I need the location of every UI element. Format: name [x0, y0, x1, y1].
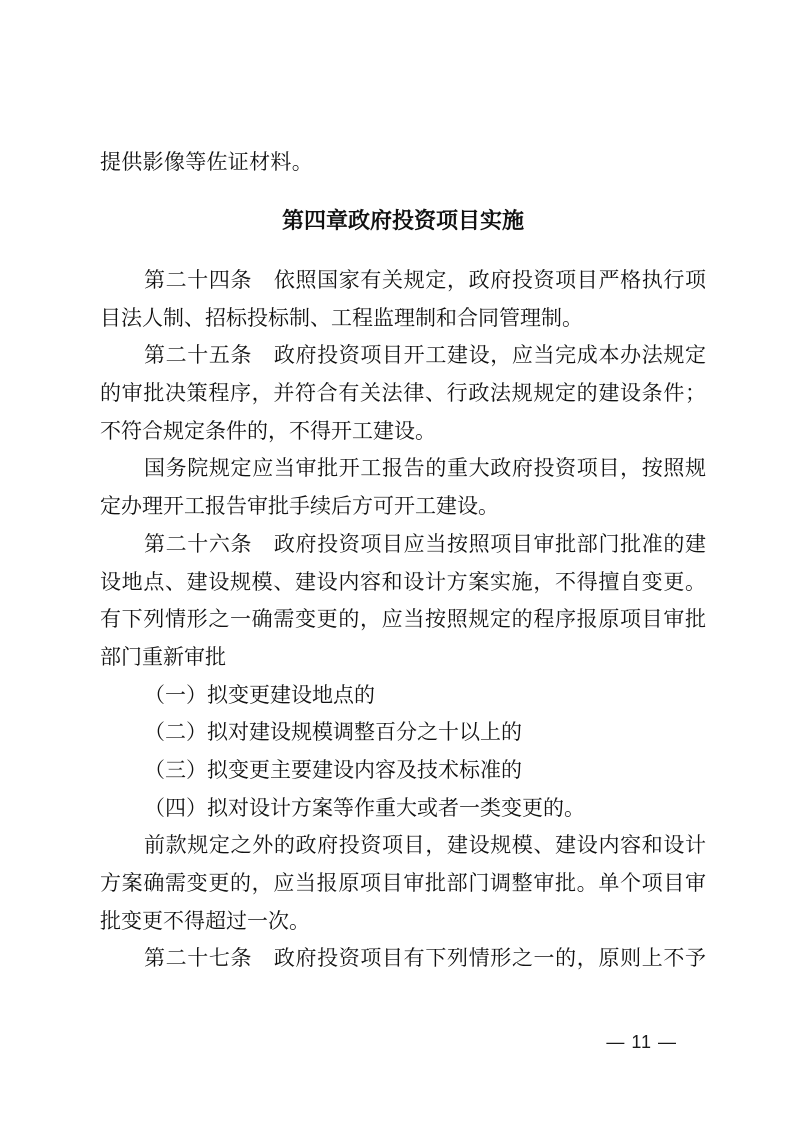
- body-line: 第二十七条 政府投资项目有下列情形之一的，原则上不予: [144, 947, 706, 971]
- body-line: （四）拟对设计方案等作重大或者一类变更的。: [144, 796, 585, 820]
- body-line: 不符合规定条件的，不得开工建设。: [100, 419, 436, 443]
- body-line: （三）拟变更主要建设内容及技术标准的: [144, 758, 522, 782]
- continuation-line: 提供影像等佐证材料。: [100, 151, 313, 174]
- body-line: 有下列情形之一确需变更的，应当按照规定的程序报原项目审批: [100, 608, 706, 632]
- body-line: 目法人制、招标投标制、工程监理制和合同管理制。: [100, 306, 583, 330]
- body-line: 的审批决策程序，并符合有关法律、行政法规规定的建设条件；: [100, 382, 706, 406]
- body-line: 第二十六条 政府投资项目应当按照项目审批部门批准的建: [144, 532, 706, 556]
- body-line: 部门重新审批: [100, 645, 226, 669]
- body-line: 方案确需变更的，应当报原项目审批部门调整审批。单个项目审: [100, 872, 706, 895]
- page-number: — 11 —: [606, 1032, 677, 1052]
- document-body: [100, 262, 706, 978]
- body-line: 定办理开工报告审批手续后方可开工建设。: [100, 495, 499, 519]
- chapter-heading: 第四章政府投资项目实施: [281, 208, 524, 233]
- body-line: 设地点、建设规模、建设内容和设计方案实施，不得擅自变更。: [100, 570, 706, 594]
- body-line: （二）拟对建设规模调整百分之十以上的: [144, 721, 522, 745]
- body-line: （一）拟变更建设地点的: [144, 683, 375, 707]
- body-line: 第二十四条 依照国家有关规定，政府投资项目严格执行项: [144, 269, 706, 292]
- body-line: 第二十五条 政府投资项目开工建设，应当完成本办法规定: [144, 344, 706, 368]
- body-line: 国务院规定应当审批开工报告的重大政府投资项目，按照规: [144, 457, 706, 481]
- body-line: 批变更不得超过一次。: [100, 909, 310, 933]
- body-line: 前款规定之外的政府投资项目，建设规模、建设内容和设计: [144, 834, 706, 858]
